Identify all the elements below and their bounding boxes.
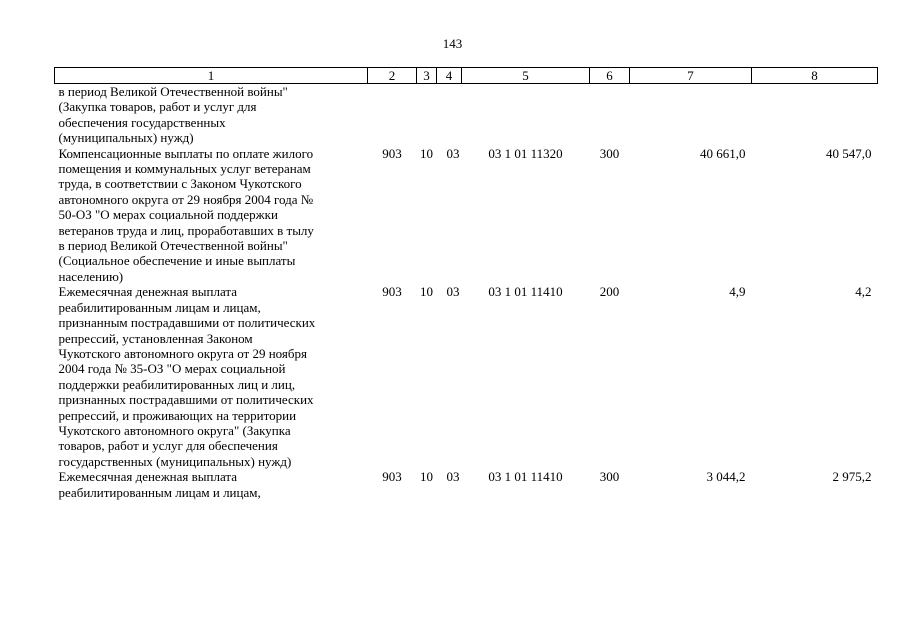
- column-header-6: 6: [590, 68, 630, 84]
- row-description: в период Великой Отечественной войны" (Закупка товаров, работ и услуг для обеспечения государственных (муниципальных) нужд): [58, 84, 288, 146]
- row-amount-2: 40 547,0: [826, 145, 872, 161]
- row-razdel: 10: [420, 145, 433, 161]
- row-amount-2: 2 975,2: [832, 469, 872, 485]
- row-razdel: 10: [420, 284, 433, 300]
- table-body: [55, 84, 878, 500]
- page-number: 143: [442, 36, 463, 51]
- column-header-2: 2: [368, 68, 417, 84]
- row-amount-1: 40 661,0: [700, 145, 746, 161]
- row-grbs: [368, 84, 417, 146]
- column-header-1: 1: [55, 68, 368, 84]
- column-header-7: 7: [630, 68, 752, 84]
- row-target-article: [462, 84, 590, 146]
- row-amount-1: 4,9: [729, 284, 746, 300]
- row-expense-type: [590, 84, 630, 146]
- row-podrazdel: 03: [446, 145, 460, 161]
- row-description: Компенсационные выплаты по оплате жилого помещения и коммунальных услуг ветеранам труда, в соответствии с Законом Чукотского автономного округа от 29 ноября 2004 года № 50-ОЗ "О мерах социальной поддержки ветеранов труда и лиц, проработавших в тылу в период Великой Отечественной войны" (Социальное обеспечение и иные выплаты населению): [58, 145, 314, 284]
- row-amount-1: [630, 84, 752, 146]
- header-row: [55, 68, 878, 84]
- column-header-5: 5: [462, 68, 590, 84]
- row-amount-2: [752, 84, 878, 146]
- row-description: Ежемесячная денежная выплата реабилитированным лицам и лицам,: [58, 469, 261, 500]
- row-razdel: [417, 84, 437, 146]
- row-grbs: 903: [382, 284, 402, 300]
- row-amount-1: 3 044,2: [706, 469, 746, 485]
- table-header: [55, 68, 878, 84]
- column-header-4: 4: [437, 68, 462, 84]
- row-target-article: 03 1 01 11410: [488, 284, 563, 300]
- row-grbs: 903: [382, 145, 402, 161]
- table-row: [55, 146, 878, 285]
- row-expense-type: 200: [599, 284, 620, 300]
- table-row: [55, 84, 878, 146]
- row-target-article: 03 1 01 11410: [488, 469, 563, 485]
- row-podrazdel: 03: [446, 469, 460, 485]
- table-row: [55, 469, 878, 500]
- budget-table: [54, 67, 878, 500]
- row-amount-2: 4,2: [855, 284, 872, 300]
- row-razdel: 10: [420, 469, 433, 485]
- row-expense-type: 300: [599, 469, 620, 485]
- row-grbs: 903: [382, 469, 402, 485]
- row-podrazdel: [437, 84, 462, 146]
- table-row: [55, 284, 878, 469]
- column-header-8: 8: [752, 68, 878, 84]
- row-podrazdel: 03: [446, 284, 460, 300]
- column-header-3: 3: [417, 68, 437, 84]
- row-target-article: 03 1 01 11320: [488, 145, 563, 161]
- row-description: Ежемесячная денежная выплата реабилитированным лицам и лицам, признанным пострадавшими от политических репрессий, установленная Законом Чукотского автономного округа от 29 ноября 2004 года № 35-ОЗ "О мерах социальной поддержки реабилитированных лиц и лиц, признанных пострадавшими от политических репрессий, и проживающих на территории Чукотского автономного округа" (Закупка товаров, работ и услуг для обеспечения государственных (муниципальных) нужд): [58, 284, 316, 469]
- row-expense-type: 300: [599, 145, 620, 161]
